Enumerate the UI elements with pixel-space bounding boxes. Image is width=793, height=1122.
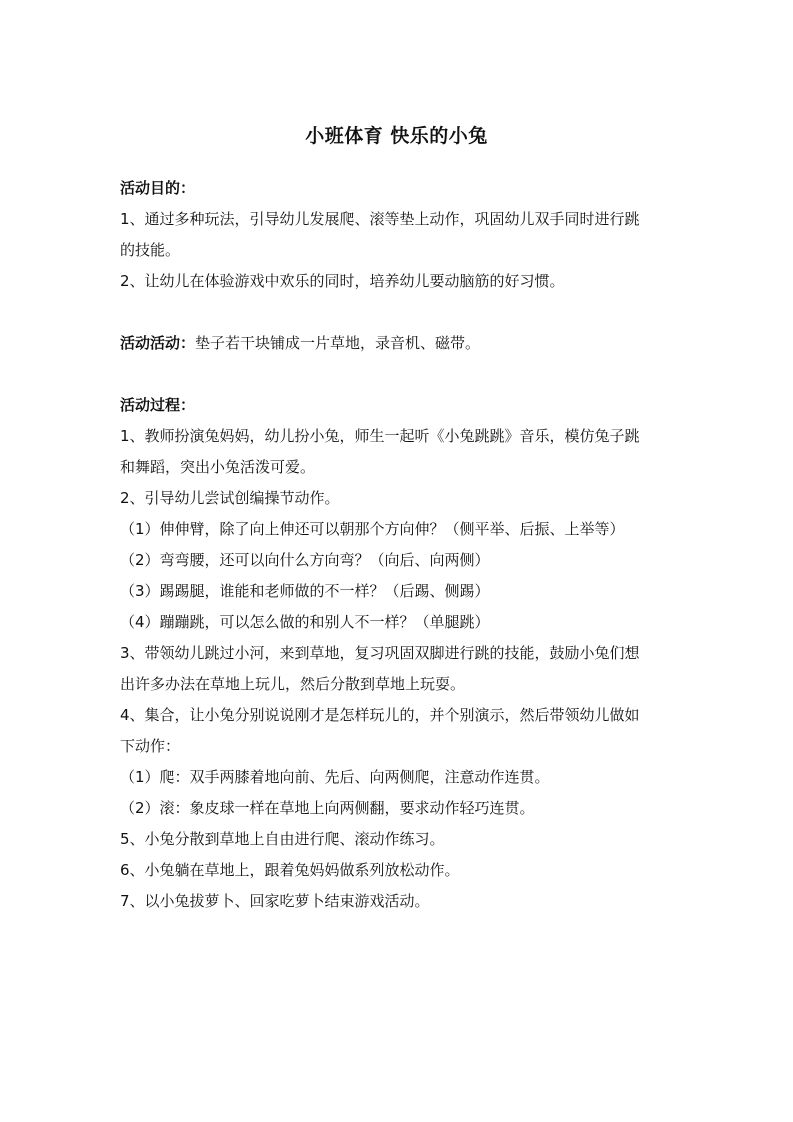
materials-paragraph — [120, 328, 680, 359]
process-line: 4、集合，让小兔分别说说刚才是怎样玩儿的，并个别演示，然后带领幼儿做如 — [120, 706, 640, 724]
process-line: 3、带领幼儿跳过小河，来到草地，复习巩固双脚进行跳的技能，鼓励小兔们想 — [120, 644, 640, 662]
spacer — [120, 297, 680, 328]
goal-line: 1、通过多种玩法，引导幼儿发展爬、滚等垫上动作，巩固幼儿双手同时进行跳 — [120, 210, 640, 228]
goal-line: 的技能。 — [120, 241, 181, 259]
process-heading: 活动过程： — [120, 396, 196, 414]
process-line: 5、小兔分散到草地上自由进行爬、滚动作练习。 — [120, 830, 445, 848]
document-body — [120, 173, 680, 917]
goal-line: 2、让幼儿在体验游戏中欢乐的同时，培养幼儿要动脑筋的好习惯。 — [120, 272, 565, 290]
process-line: 7、以小兔拔萝卜、回家吃萝卜结束游戏活动。 — [120, 892, 430, 910]
process-line: 和舞蹈，突出小兔活泼可爱。 — [120, 458, 316, 476]
goal-heading: 活动目的： — [120, 179, 196, 197]
materials-heading: 活动活动： — [120, 334, 196, 352]
process-line: （4）蹦蹦跳，可以怎么做的和别人不一样？（单腿跳） — [120, 613, 490, 631]
process-line: 下动作： — [120, 737, 181, 755]
process-line: （3）踢踢腿，谁能和老师做的不一样？（后踢、侧踢） — [120, 582, 490, 600]
spacer — [120, 359, 680, 390]
process-line: （2）滚：象皮球一样在草地上向两侧翻，要求动作轻巧连贯。 — [120, 799, 535, 817]
process-line: 出许多办法在草地上玩儿，然后分散到草地上玩耍。 — [120, 675, 466, 693]
materials-text: 垫子若干块铺成一片草地，录音机、磁带。 — [195, 334, 481, 352]
process-line: 1、教师扮演兔妈妈，幼儿扮小兔，师生一起听《小兔跳跳》音乐，模仿兔子跳 — [120, 427, 640, 445]
process-line: （2）弯弯腰，还可以向什么方向弯？（向后、向两侧） — [120, 551, 490, 569]
process-line: 6、小兔躺在草地上，跟着兔妈妈做系列放松动作。 — [120, 861, 460, 879]
page-title: 小班体育 快乐的小兔 — [305, 125, 488, 147]
process-line: （1）伸伸臂，除了向上伸还可以朝那个方向伸？（侧平举、后振、上举等） — [120, 520, 625, 538]
process-line: （1）爬：双手两膝着地向前、先后、向两侧爬，注意动作连贯。 — [120, 768, 550, 786]
process-line: 2、引导幼儿尝试创编操节动作。 — [120, 489, 340, 507]
